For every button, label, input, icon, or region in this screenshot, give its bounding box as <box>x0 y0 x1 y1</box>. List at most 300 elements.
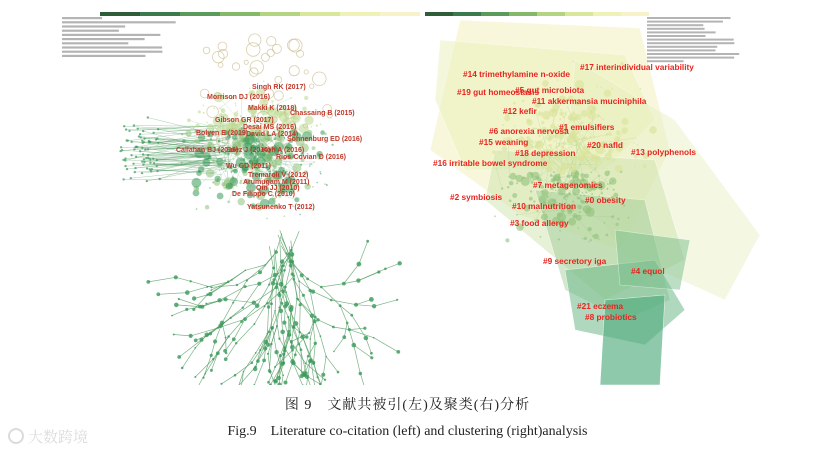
citation-node <box>141 172 143 174</box>
citation-node <box>337 371 340 374</box>
citation-node <box>275 286 279 290</box>
citation-node <box>300 273 304 277</box>
cluster-node <box>559 230 561 232</box>
citation-node <box>218 63 223 68</box>
cluster-label: #0 obesity <box>585 195 626 205</box>
cluster-node <box>607 183 609 185</box>
citation-edge <box>321 287 340 306</box>
citation-node <box>232 302 234 304</box>
cluster-node <box>560 109 562 111</box>
cluster-node <box>592 235 594 237</box>
citation-node <box>289 264 293 268</box>
cluster-node <box>563 197 565 199</box>
author-label: Desai MS (2016) <box>243 124 297 131</box>
cluster-node <box>548 144 551 147</box>
citation-edge <box>279 356 280 385</box>
citation-node <box>272 278 275 281</box>
cluster-label: #20 nafld <box>587 140 623 150</box>
citation-node <box>291 361 295 365</box>
citation-node <box>225 337 227 339</box>
citation-node <box>174 275 178 279</box>
cluster-node <box>577 205 582 210</box>
citation-node <box>122 178 124 180</box>
citation-node <box>279 354 282 357</box>
citation-edge <box>269 246 273 268</box>
citation-edge <box>172 309 187 315</box>
citation-edge <box>220 287 246 301</box>
citation-node <box>314 342 317 345</box>
citation-node <box>283 304 287 308</box>
cluster-label: #7 metagenomics <box>533 180 603 190</box>
citation-edge <box>334 337 344 351</box>
citation-node <box>320 286 323 289</box>
citation-node <box>266 302 269 305</box>
figure-caption-en: Fig.9 Literature co-citation (left) and clustering (right)analysis <box>227 424 588 439</box>
citation-node <box>151 168 153 170</box>
cluster-node <box>565 111 567 113</box>
timeline-segment <box>380 12 420 16</box>
author-labels <box>176 84 362 211</box>
citation-node <box>284 381 288 385</box>
timeline-segment <box>537 12 565 16</box>
citation-node <box>143 158 145 160</box>
citation-node <box>251 361 254 364</box>
citation-edge <box>276 233 282 252</box>
info-line <box>647 17 731 19</box>
cluster-node <box>606 168 608 170</box>
timeline-segment <box>180 12 220 16</box>
citation-edge <box>211 342 215 356</box>
citation-node <box>181 162 183 164</box>
citation-node <box>209 332 212 335</box>
citation-node <box>242 307 244 309</box>
cluster-node <box>590 172 592 174</box>
cluster-node <box>578 227 580 229</box>
citation-node <box>284 286 287 289</box>
cluster-node <box>543 211 545 213</box>
author-label: Morrison DJ (2016) <box>207 94 271 101</box>
citation-node <box>271 161 273 163</box>
citation-node <box>258 270 262 274</box>
citation-edge <box>374 338 399 352</box>
citation-node <box>276 283 279 286</box>
citation-edge <box>275 287 276 311</box>
timeline-segment <box>621 12 649 16</box>
citation-node <box>194 376 196 378</box>
citation-node <box>243 371 245 373</box>
citation-node <box>274 250 278 254</box>
citation-node <box>226 186 228 188</box>
citation-node <box>321 373 325 377</box>
cluster-node <box>522 100 525 103</box>
software-info-text <box>62 17 176 57</box>
citation-node <box>253 323 255 325</box>
citation-node <box>245 270 247 272</box>
citation-node <box>366 240 369 243</box>
cluster-node <box>527 120 533 126</box>
citation-node <box>254 142 256 144</box>
info-line <box>62 46 162 48</box>
citation-node <box>309 165 311 167</box>
cluster-map <box>425 0 815 385</box>
citation-node <box>136 146 138 148</box>
citation-node <box>282 321 286 325</box>
info-line <box>647 57 734 59</box>
citation-edge <box>352 315 366 338</box>
citation-node <box>320 173 322 175</box>
citation-edge <box>326 356 338 372</box>
citation-edge <box>315 321 321 336</box>
cluster-label: #6 anorexia nervosa <box>489 126 569 136</box>
citation-edge <box>222 375 236 384</box>
info-line <box>647 24 703 26</box>
citation-node <box>219 107 221 109</box>
cluster-node <box>602 118 604 120</box>
cluster-node <box>606 133 609 136</box>
citation-node <box>130 154 132 156</box>
citation-node <box>342 335 346 339</box>
citation-node <box>146 167 148 169</box>
cluster-label: #9 secretory iga <box>543 256 607 266</box>
citation-node <box>128 130 130 132</box>
cluster-node <box>604 171 609 176</box>
citation-node <box>339 304 342 307</box>
cluster-label: #15 weaning <box>479 137 529 147</box>
citation-node <box>300 348 303 351</box>
citation-edge <box>182 348 195 368</box>
timeline-segment <box>425 12 453 16</box>
cluster-label: #16 irritable bowel syndrome <box>433 158 548 168</box>
cluster-node <box>492 150 495 153</box>
citation-node <box>157 128 159 130</box>
citation-node <box>319 171 321 173</box>
cluster-node <box>567 174 571 178</box>
citation-node <box>124 159 126 161</box>
info-line <box>647 46 717 48</box>
citation-node <box>302 294 305 297</box>
citation-edge <box>321 284 344 287</box>
citation-node <box>181 367 184 370</box>
info-line <box>647 35 705 37</box>
citation-node <box>238 198 245 205</box>
citation-node <box>156 292 160 296</box>
citation-edge <box>274 256 275 275</box>
citation-edge <box>179 340 201 357</box>
citation-edge <box>236 367 256 385</box>
citation-node <box>263 346 267 350</box>
cluster-node <box>516 182 518 184</box>
cluster-node <box>582 238 584 240</box>
citation-node <box>210 286 212 288</box>
citation-node <box>289 335 291 337</box>
cluster-node <box>593 234 599 240</box>
cluster-label: #2 symbiosis <box>450 192 503 202</box>
citation-node <box>254 155 257 158</box>
cluster-label: #8 probiotics <box>585 312 637 322</box>
citation-edge <box>374 300 397 306</box>
cluster-node <box>597 114 600 117</box>
cluster-node <box>553 171 555 173</box>
citation-node <box>291 349 294 352</box>
citation-node <box>293 278 295 280</box>
citation-node <box>297 50 304 57</box>
citation-node <box>230 317 232 319</box>
citation-node <box>270 139 273 142</box>
citation-node <box>212 160 216 164</box>
citation-node <box>267 37 276 46</box>
cluster-node <box>586 137 588 139</box>
cluster-node <box>549 108 558 117</box>
citation-node <box>282 353 285 356</box>
citation-node <box>149 162 151 164</box>
timeline-segment <box>453 12 481 16</box>
citation-node <box>246 279 248 281</box>
cluster-label: #10 malnutrition <box>512 201 577 211</box>
citation-node <box>282 374 284 376</box>
citation-node <box>267 49 274 56</box>
citation-node <box>290 249 293 252</box>
citation-node <box>284 215 286 217</box>
citation-node <box>206 286 208 288</box>
citation-edge <box>291 231 299 250</box>
citation-node <box>273 165 277 169</box>
cluster-node <box>568 218 576 226</box>
cluster-node <box>598 175 600 177</box>
citation-node <box>123 125 125 127</box>
citation-node <box>235 342 237 344</box>
citation-node <box>268 330 271 333</box>
citation-node <box>280 330 285 335</box>
info-line <box>62 17 102 19</box>
citation-node <box>280 269 282 271</box>
citation-node <box>218 140 221 143</box>
citation-node <box>267 381 270 384</box>
cluster-node <box>553 140 555 142</box>
citation-node <box>267 353 269 355</box>
citation-node <box>316 182 318 184</box>
software-info-text <box>647 17 739 62</box>
citation-node <box>281 265 283 267</box>
citation-node <box>196 123 200 127</box>
citation-node <box>192 126 194 128</box>
cluster-node <box>584 174 589 179</box>
citation-node <box>156 165 158 167</box>
citation-node <box>281 290 285 294</box>
citation-node <box>181 134 183 136</box>
citation-node <box>246 43 260 57</box>
citation-node <box>370 352 373 355</box>
citation-node <box>398 261 402 265</box>
citation-node <box>272 198 276 202</box>
citation-edge <box>187 287 207 293</box>
cluster-label: #12 kefir <box>503 106 537 116</box>
cluster-node <box>623 143 625 145</box>
citation-node <box>232 158 234 160</box>
citation-node <box>189 280 191 282</box>
cluster-label: #14 trimethylamine n-oxide <box>463 69 570 79</box>
citation-node <box>141 147 143 149</box>
cluster-node <box>531 172 539 180</box>
citation-node <box>171 315 173 317</box>
citation-node <box>263 81 265 83</box>
cluster-node <box>558 174 560 176</box>
citation-node <box>130 177 132 179</box>
cluster-node <box>606 234 609 237</box>
citation-node <box>135 156 137 158</box>
citation-node <box>270 155 272 157</box>
citation-node <box>227 281 230 284</box>
cluster-node <box>589 136 591 138</box>
citation-node <box>213 107 215 109</box>
cluster-node <box>565 194 568 197</box>
citation-node <box>265 155 267 157</box>
cluster-node <box>593 136 595 138</box>
citation-node <box>205 333 210 338</box>
citation-edge <box>254 287 277 302</box>
citation-edge <box>272 328 276 353</box>
citation-node <box>198 166 204 172</box>
citation-node <box>250 140 252 142</box>
citation-edge <box>285 287 286 304</box>
citation-edge <box>320 336 326 356</box>
citation-node <box>142 163 144 165</box>
citation-node <box>308 332 310 334</box>
watermark-logo <box>6 424 116 448</box>
watermark-text: 大数跨境 <box>28 428 89 446</box>
citation-node <box>124 165 126 167</box>
citation-node <box>307 355 310 358</box>
cluster-node <box>585 207 594 216</box>
citation-node <box>192 178 202 188</box>
cluster-node <box>507 186 509 188</box>
cluster-node <box>605 151 607 153</box>
cluster-node <box>633 142 635 144</box>
citation-node <box>312 146 316 150</box>
citation-node <box>288 253 290 255</box>
citation-node <box>173 334 175 336</box>
timeline-segment <box>509 12 537 16</box>
citation-node <box>312 186 314 188</box>
cluster-node <box>545 137 547 139</box>
cluster-node <box>557 212 562 217</box>
cluster-node <box>606 189 608 191</box>
cluster-node <box>577 147 581 151</box>
citation-node <box>266 218 268 220</box>
citation-node <box>332 144 334 146</box>
citation-node <box>312 361 316 365</box>
citation-node <box>237 140 244 147</box>
citation-node <box>244 60 248 64</box>
citation-node <box>332 326 335 329</box>
cluster-node <box>557 79 559 81</box>
citation-node <box>224 357 228 361</box>
citation-edge <box>176 305 200 307</box>
citation-node <box>268 369 271 372</box>
cluster-node <box>582 136 586 140</box>
citation-edge <box>226 299 254 302</box>
citation-node <box>324 183 326 185</box>
cluster-node <box>581 173 583 175</box>
citation-node <box>267 343 271 347</box>
citation-node <box>196 208 198 210</box>
citation-node <box>325 356 327 358</box>
citation-node <box>146 280 150 284</box>
citation-node <box>210 369 213 372</box>
citation-node <box>221 108 226 113</box>
cluster-node <box>622 118 629 125</box>
citation-edge <box>308 279 322 287</box>
cluster-label: #3 food allergy <box>510 218 569 228</box>
citation-node <box>298 343 300 345</box>
author-label: Singh RK (2017) <box>252 84 306 91</box>
citation-node <box>210 289 212 291</box>
author-label: Suez J (2014) <box>226 147 271 154</box>
citation-node <box>156 170 158 172</box>
citation-node <box>313 319 317 323</box>
citation-node <box>280 362 284 366</box>
cluster-node <box>568 192 570 194</box>
citation-node <box>297 118 299 120</box>
citation-node <box>287 330 290 333</box>
citation-node <box>198 142 200 144</box>
citation-node <box>289 66 299 76</box>
citation-node <box>256 359 260 363</box>
citation-node <box>373 337 375 339</box>
timeline-segment <box>340 12 380 16</box>
citation-node <box>283 269 286 272</box>
citation-node <box>287 316 289 318</box>
citation-node <box>130 141 132 143</box>
citation-node <box>214 127 216 129</box>
citation-node <box>203 112 205 114</box>
citation-edge <box>281 311 283 332</box>
author-label: Sonnenburg ED (2016) <box>287 136 363 143</box>
cluster-node <box>596 156 600 160</box>
citation-node <box>120 146 122 148</box>
citation-node <box>228 160 230 162</box>
cluster-node <box>562 116 564 118</box>
author-label: Makki K (2018) <box>248 105 297 112</box>
cluster-node <box>580 200 584 204</box>
citation-node <box>142 130 144 132</box>
citation-node <box>141 160 143 162</box>
cluster-label: #18 depression <box>515 148 576 158</box>
cluster-node <box>581 155 585 159</box>
citation-node <box>250 68 259 77</box>
cluster-node <box>594 170 596 172</box>
citation-node <box>396 299 398 301</box>
citation-node <box>264 264 266 266</box>
citation-node <box>194 339 198 343</box>
citation-node <box>270 302 273 305</box>
citation-edge <box>323 356 326 374</box>
citation-node <box>235 105 237 107</box>
cluster-label: #17 interindividual variability <box>580 62 694 72</box>
citation-node <box>309 163 311 165</box>
info-line <box>647 28 705 30</box>
cluster-node <box>611 161 613 163</box>
cluster-node <box>628 217 630 219</box>
citation-edge <box>366 338 372 353</box>
info-line <box>62 21 176 23</box>
cluster-node <box>577 142 582 147</box>
citation-node <box>271 281 276 286</box>
citation-node <box>240 180 243 183</box>
cluster-label: #11 akkermansia muciniphila <box>532 96 647 106</box>
citation-node <box>142 153 144 155</box>
cluster-node <box>541 189 548 196</box>
cluster-node <box>643 164 647 168</box>
